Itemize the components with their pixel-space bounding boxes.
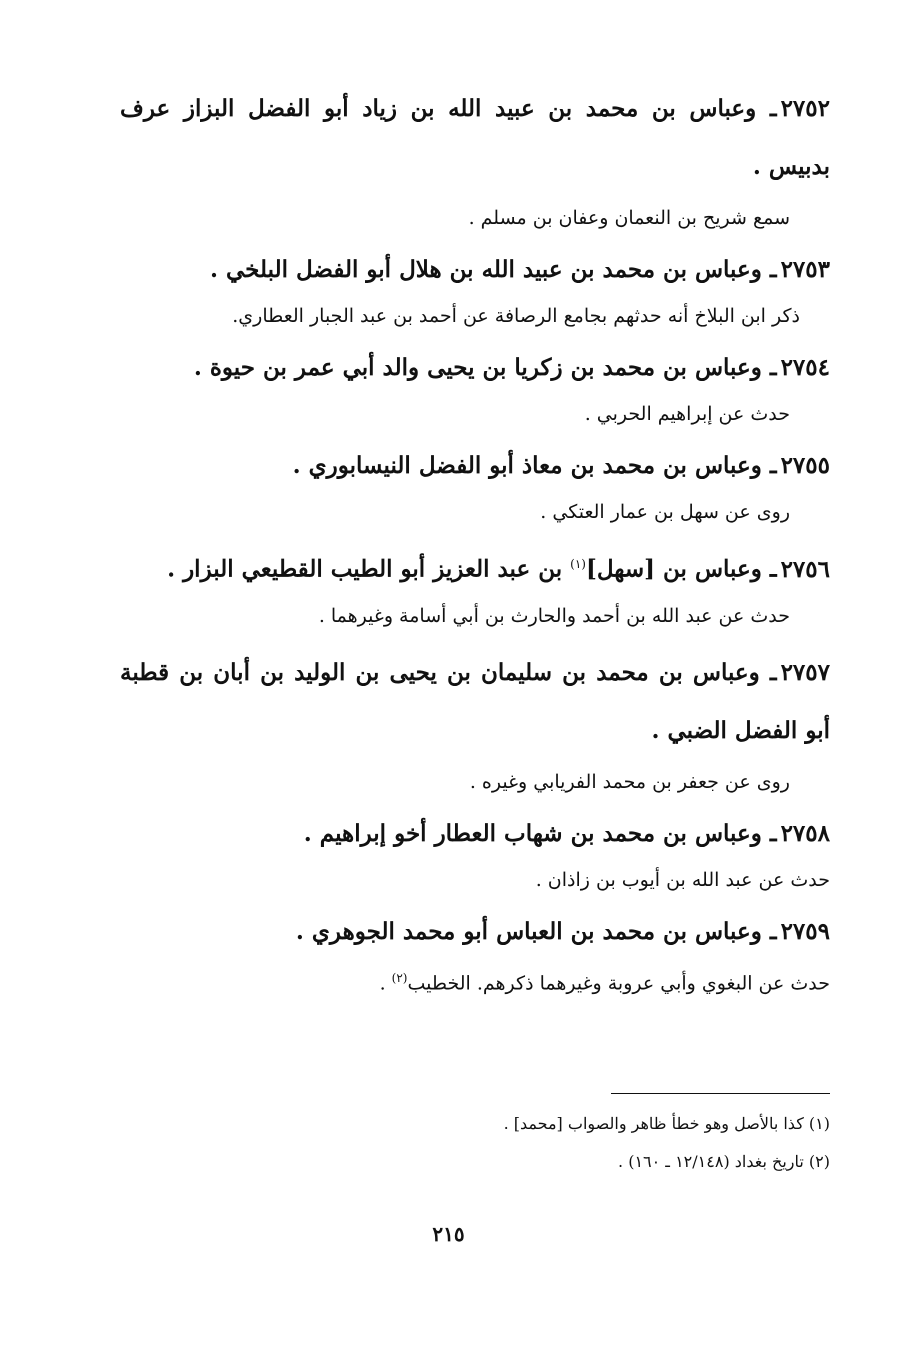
entry-heading-text: ـ وعباس بن محمد بن زكريا بن يحيى والد أبي عمر بن حيوة .	[193, 354, 777, 381]
entry-heading	[120, 344, 830, 392]
entry-heading-text: ـ وعباس بن محمد بن عبيد الله بن زياد أبو الفضل البزاز عرف بدبيس .	[120, 95, 830, 180]
footnote-reference[interactable]: (٢)	[391, 970, 408, 985]
page-number: ٢١٥	[432, 1222, 465, 1246]
entry-heading	[120, 540, 830, 594]
entry-2752	[120, 80, 830, 240]
entry-number: ٢٧٥٥	[780, 452, 830, 479]
entry-body: روى عن جعفر بن محمد الفريابي وغيره .	[469, 770, 790, 793]
entry-heading-text: ـ وعباس بن محمد بن سليمان بن يحيى بن الوليد بن أبان بن قطبة أبو الفضل الضبي .	[120, 658, 830, 744]
footnote-reference[interactable]: (١)	[570, 557, 586, 571]
entry-body: حدث عن إبراهيم الحربي .	[584, 403, 790, 425]
entry-heading	[120, 644, 830, 760]
entry-2754	[120, 344, 830, 436]
entry-2759	[120, 908, 830, 1005]
footnotes	[120, 1105, 830, 1181]
entry-2757	[120, 644, 830, 804]
entry-heading-text: ـ وعباس بن محمد بن شهاب العطار أخو إبراهيم .	[303, 819, 777, 847]
entry-heading	[120, 810, 830, 858]
entry-body-text-continued: .	[379, 971, 392, 994]
entry-number: ٢٧٥٦	[780, 555, 830, 583]
entry-heading-text: ـ وعباس بن [سهل]	[585, 555, 777, 583]
entry-heading	[120, 908, 830, 956]
entry-body	[120, 956, 830, 1005]
entry-number: ٢٧٥٩	[780, 917, 830, 945]
entry-heading-text: ـ وعباس بن محمد بن عبيد الله بن هلال أبو الفضل البلخي .	[210, 256, 777, 283]
entry-2753	[120, 246, 830, 338]
entry-heading	[120, 246, 830, 294]
entry-heading	[120, 80, 830, 196]
page-content	[120, 80, 830, 1011]
entry-number: ٢٧٥٣	[780, 256, 830, 283]
footnote-1: (١) كذا بالأصل وهو خطأ ظاهر والصواب [محمد] .	[503, 1114, 830, 1133]
entry-2758	[120, 810, 830, 902]
entry-heading-text: ـ وعباس بن محمد بن العباس أبو محمد الجوهري .	[295, 917, 777, 945]
entry-number: ٢٧٥٤	[780, 354, 830, 381]
entry-body: ذكر ابن البلاخ أنه حدثهم بجامع الرصافة عن أحمد بن عبد الجبار العطاري.	[232, 305, 800, 327]
entry-heading	[120, 442, 830, 490]
entry-number: ٢٧٥٧	[780, 658, 830, 686]
entry-heading-text-continued: بن عبد العزيز أبو الطيب القطيعي البزار .	[167, 555, 571, 583]
footnote-divider	[611, 1093, 830, 1094]
entry-body: روى عن سهل بن عمار العتكي .	[540, 501, 790, 523]
entry-2755	[120, 442, 830, 534]
entry-body: حدث عن عبد الله بن أيوب بن زاذان .	[535, 868, 830, 891]
entry-body: سمع شريح بن النعمان وعفان بن مسلم .	[468, 207, 790, 229]
entry-number: ٢٧٥٢	[780, 95, 830, 122]
entry-heading-text: ـ وعباس بن محمد بن معاذ أبو الفضل النيسابوري .	[292, 452, 777, 479]
entry-body-text: حدث عن البغوي وأبي عروبة وغيرهما ذكرهم. الخطيب	[407, 971, 830, 994]
entry-number: ٢٧٥٨	[780, 819, 830, 847]
entry-2756	[120, 540, 830, 638]
footnote-2: (٢) تاريخ بغداد (١٢/١٤٨ ـ ١٦٠) .	[618, 1152, 830, 1171]
entry-body: حدث عن عبد الله بن أحمد والحارث بن أبي أسامة وغيرهما .	[318, 604, 790, 627]
